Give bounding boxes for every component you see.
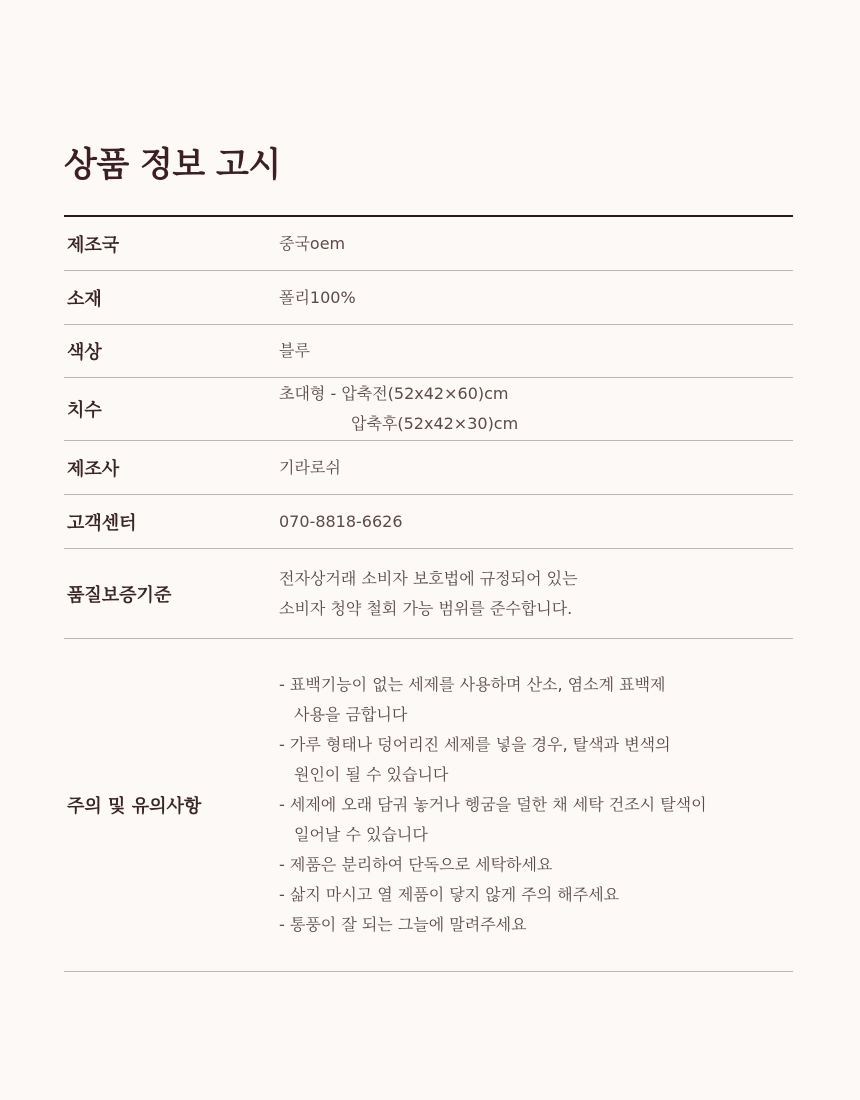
table-row-manufacturer — [64, 441, 793, 495]
value-line: 폴리100% — [279, 287, 356, 307]
value-line: 블루 — [279, 341, 310, 360]
row-value — [279, 229, 793, 259]
table-row-material — [64, 271, 793, 325]
row-value — [279, 453, 793, 483]
row-label: 색상 — [67, 342, 102, 363]
value-line: 소비자 청약 철회 가능 범위를 준수합니다. — [279, 598, 573, 618]
row-label: 주의 및 유의사항 — [67, 796, 202, 817]
table-row-caution — [64, 639, 793, 972]
product-info-table — [64, 215, 793, 972]
value-line: 초대형 - 압축전(52x42×60)cm — [279, 384, 509, 403]
value-line: 전자상거래 소비자 보호법에 규정되어 있는 — [279, 568, 578, 588]
value-line: 사용을 금합니다 — [294, 705, 408, 724]
row-label: 제조국 — [67, 234, 120, 256]
table-row-size — [64, 378, 793, 441]
value-line: - 세제에 오래 담궈 놓거나 헹굼을 덜한 채 세탁 건조시 탈색이 — [279, 795, 707, 814]
row-value — [279, 283, 793, 313]
value-line: 일어날 수 있습니다 — [294, 825, 428, 844]
row-label: 치수 — [67, 400, 102, 421]
row-value — [279, 670, 793, 940]
value-line: - 표백기능이 없는 세제를 사용하며 산소, 염소계 표백제 — [279, 675, 666, 694]
page-title: 상품 정보 고시 — [64, 145, 281, 185]
value-line: 중국oem — [279, 233, 346, 253]
row-value — [279, 507, 793, 537]
value-line: - 제품은 분리하여 단독으로 세탁하세요 — [279, 855, 553, 874]
value-line: - 가루 형태나 덩어리진 세제를 넣을 경우, 탈색과 변색의 — [279, 735, 671, 754]
table-row-customer-center — [64, 495, 793, 549]
row-value — [279, 564, 793, 624]
row-label: 품질보증기준 — [67, 584, 172, 606]
table-row-quality-standard — [64, 549, 793, 639]
row-value — [279, 379, 793, 439]
value-line: - 삶지 마시고 열 제품이 닿지 않게 주의 해주세요 — [279, 885, 620, 904]
value-line: - 통풍이 잘 되는 그늘에 말려주세요 — [279, 915, 527, 934]
table-row-origin — [64, 217, 793, 271]
value-line: 070-8818-6626 — [279, 511, 403, 531]
row-label: 제조사 — [67, 458, 120, 480]
value-line: 원인이 될 수 있습니다 — [294, 765, 449, 784]
row-value — [279, 336, 793, 366]
value-line: 기라로쉬 — [279, 457, 341, 477]
value-line: 압축후(52x42×30)cm — [351, 414, 519, 433]
row-label: 소재 — [67, 288, 102, 310]
row-label: 고객센터 — [67, 512, 137, 534]
table-row-color — [64, 325, 793, 378]
